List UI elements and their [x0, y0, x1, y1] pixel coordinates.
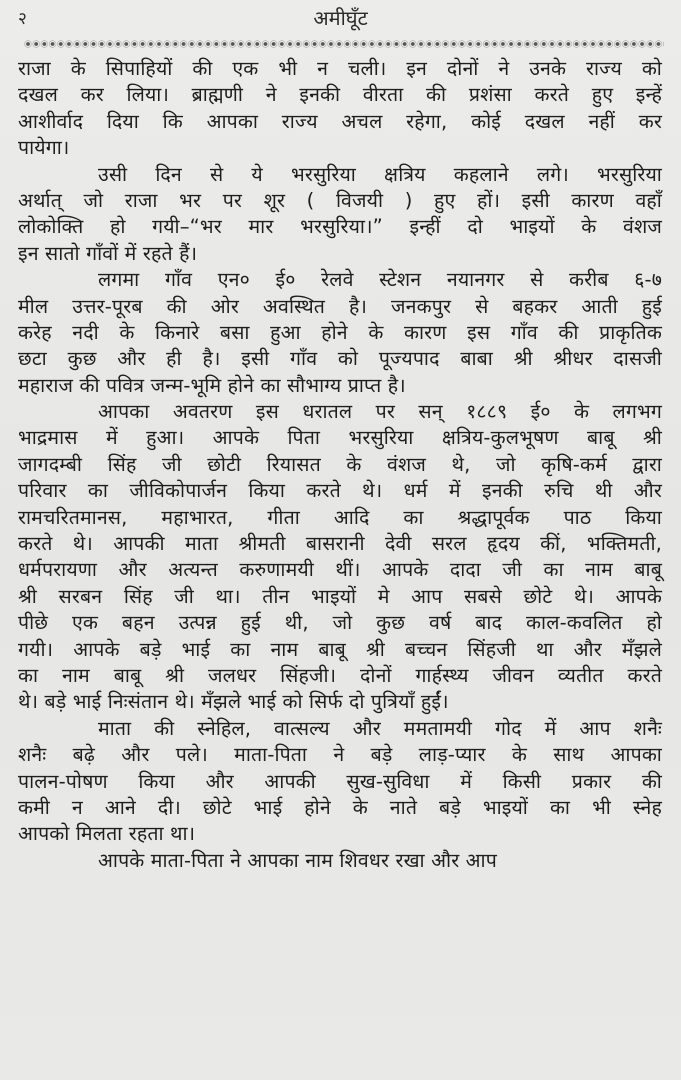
- text-line: आशीर्वाद दिया कि आपका राज्य अचल रहेगा, कोई दखल नहीं कर: [18, 109, 662, 133]
- text-line: रामचरितमानस, महाभारत, गीता आदि का श्रद्धापूर्वक पाठ किया: [18, 505, 662, 529]
- text-line: आपके माता-पिता ने आपका नाम शिवधर रखा और आप: [98, 848, 497, 872]
- text-line: पायेगा।: [18, 136, 70, 160]
- text-line: पीछे एक बहन उत्पन्न हुई थी, जो कुछ वर्ष बाद काल-कवलित हो: [18, 611, 662, 635]
- text-line: आपका अवतरण इस धरातल पर सन् १८८९ ई० के लगभग: [98, 400, 662, 424]
- text-line: कमी न आने दी। छोटे भाई होने के नाते बड़े भाइयों का भी स्नेह: [18, 795, 662, 819]
- paragraph: [18, 716, 662, 848]
- text-line: भाद्रमास में हुआ। आपके पिता भरसुरिया क्षत्रिय-कुलभूषण बाबू श्री: [18, 426, 662, 450]
- text-line: श्री सरबन सिंह जी था। तीन भाइयों मे आप सबसे छोटे थे। आपके: [18, 584, 662, 608]
- text-line: लगमा गाँव एन० ई० रेलवे स्टेशन नयानगर से करीब ६-७: [98, 268, 662, 292]
- text-line: अर्थात् जो राजा भर पर शूर ( विजयी ) हुए हों। इसी कारण वहाँ: [18, 188, 662, 212]
- text-line: शनैः बढ़े और पले। माता-पिता ने बड़े लाड़-प्यार के साथ आपका: [18, 743, 662, 767]
- text-line: जागदम्बी सिंह जी छोटी रियासत के वंशज थे, जो कृषि-कर्म द्वारा: [18, 452, 662, 476]
- book-title: अमीघूँट: [313, 6, 368, 30]
- text-line: महाराज की पवित्र जन्म-भूमि होने का सौभाग्य प्राप्त है।: [18, 373, 406, 397]
- text-line: पालन-पोषण किया और आपकी सुख-सुविधा में किसी प्रकार की: [18, 769, 662, 793]
- text-line: लोकोक्ति हो गयी–“भर मार भरसुरिया।” इन्हीं दो भाइयों के वंशज: [18, 215, 662, 239]
- text-line: थे। बड़े भाई निःसंतान थे। मँझले भाई को सिर्फ दो पुत्रियाँ हुईं।: [18, 690, 449, 714]
- text-line: उसी दिन से ये भरसुरिया क्षत्रिय कहलाने लगे। भरसुरिया: [98, 162, 662, 186]
- text-line: दखल कर लिया। ब्राह्मणी ने इनकी वीरता की प्रशंसा करते हुए इन्हें: [18, 83, 662, 107]
- paragraph: [18, 267, 662, 399]
- paragraph: [18, 848, 662, 874]
- text-line: धर्मपरायणा और अत्यन्त करुणामयी थीं। आपके दादा जी का नाम बाबू: [18, 558, 662, 582]
- paragraph: [18, 162, 662, 268]
- text-line: आपको मिलता रहता था।: [18, 822, 196, 846]
- text-line: छटा कुछ और ही है। इसी गाँव को पूज्यपाद बाबा श्री श्रीधर दासजी: [18, 347, 662, 371]
- page-number: २: [18, 9, 27, 29]
- ornamental-separator: [24, 40, 664, 48]
- text-line: इन सातो गाँवों में रहते हैं।: [18, 241, 198, 265]
- text-line: गयी। आपके बड़े भाई का नाम बाबू श्री बच्चन सिंहजी था और मँझले: [18, 637, 662, 661]
- text-line: मील उत्तर-पूरब की ओर अवस्थित है। जनकपुर से बहकर आती हुई: [18, 294, 662, 318]
- text-line: का नाम बाबू श्री जलधर सिंहजी। दोनों गार्हस्थ्य जीवन व्यतीत करते: [18, 663, 662, 687]
- text-line: राजा के सिपाहियों की एक भी न चली। इन दोनों ने उनके राज्य को: [18, 57, 662, 80]
- running-header: [0, 2, 681, 32]
- body-text: [18, 56, 662, 874]
- text-line: करेह नदी के किनारे बसा हुआ होने के कारण इस गाँव की प्राकृतिक: [18, 320, 662, 344]
- text-line: परिवार का जीविकोपार्जन किया करते थे। धर्म में इनकी रुचि थी और: [18, 479, 662, 503]
- text-line: करते थे। आपकी माता श्रीमती बासरानी देवी सरल हृदय कीं, भक्तिमती,: [18, 532, 662, 556]
- text-line: माता की स्नेहिल, वात्सल्य और ममतामयी गोद में आप शनैः: [98, 716, 662, 740]
- paragraph: [18, 56, 662, 162]
- paragraph: [18, 399, 662, 716]
